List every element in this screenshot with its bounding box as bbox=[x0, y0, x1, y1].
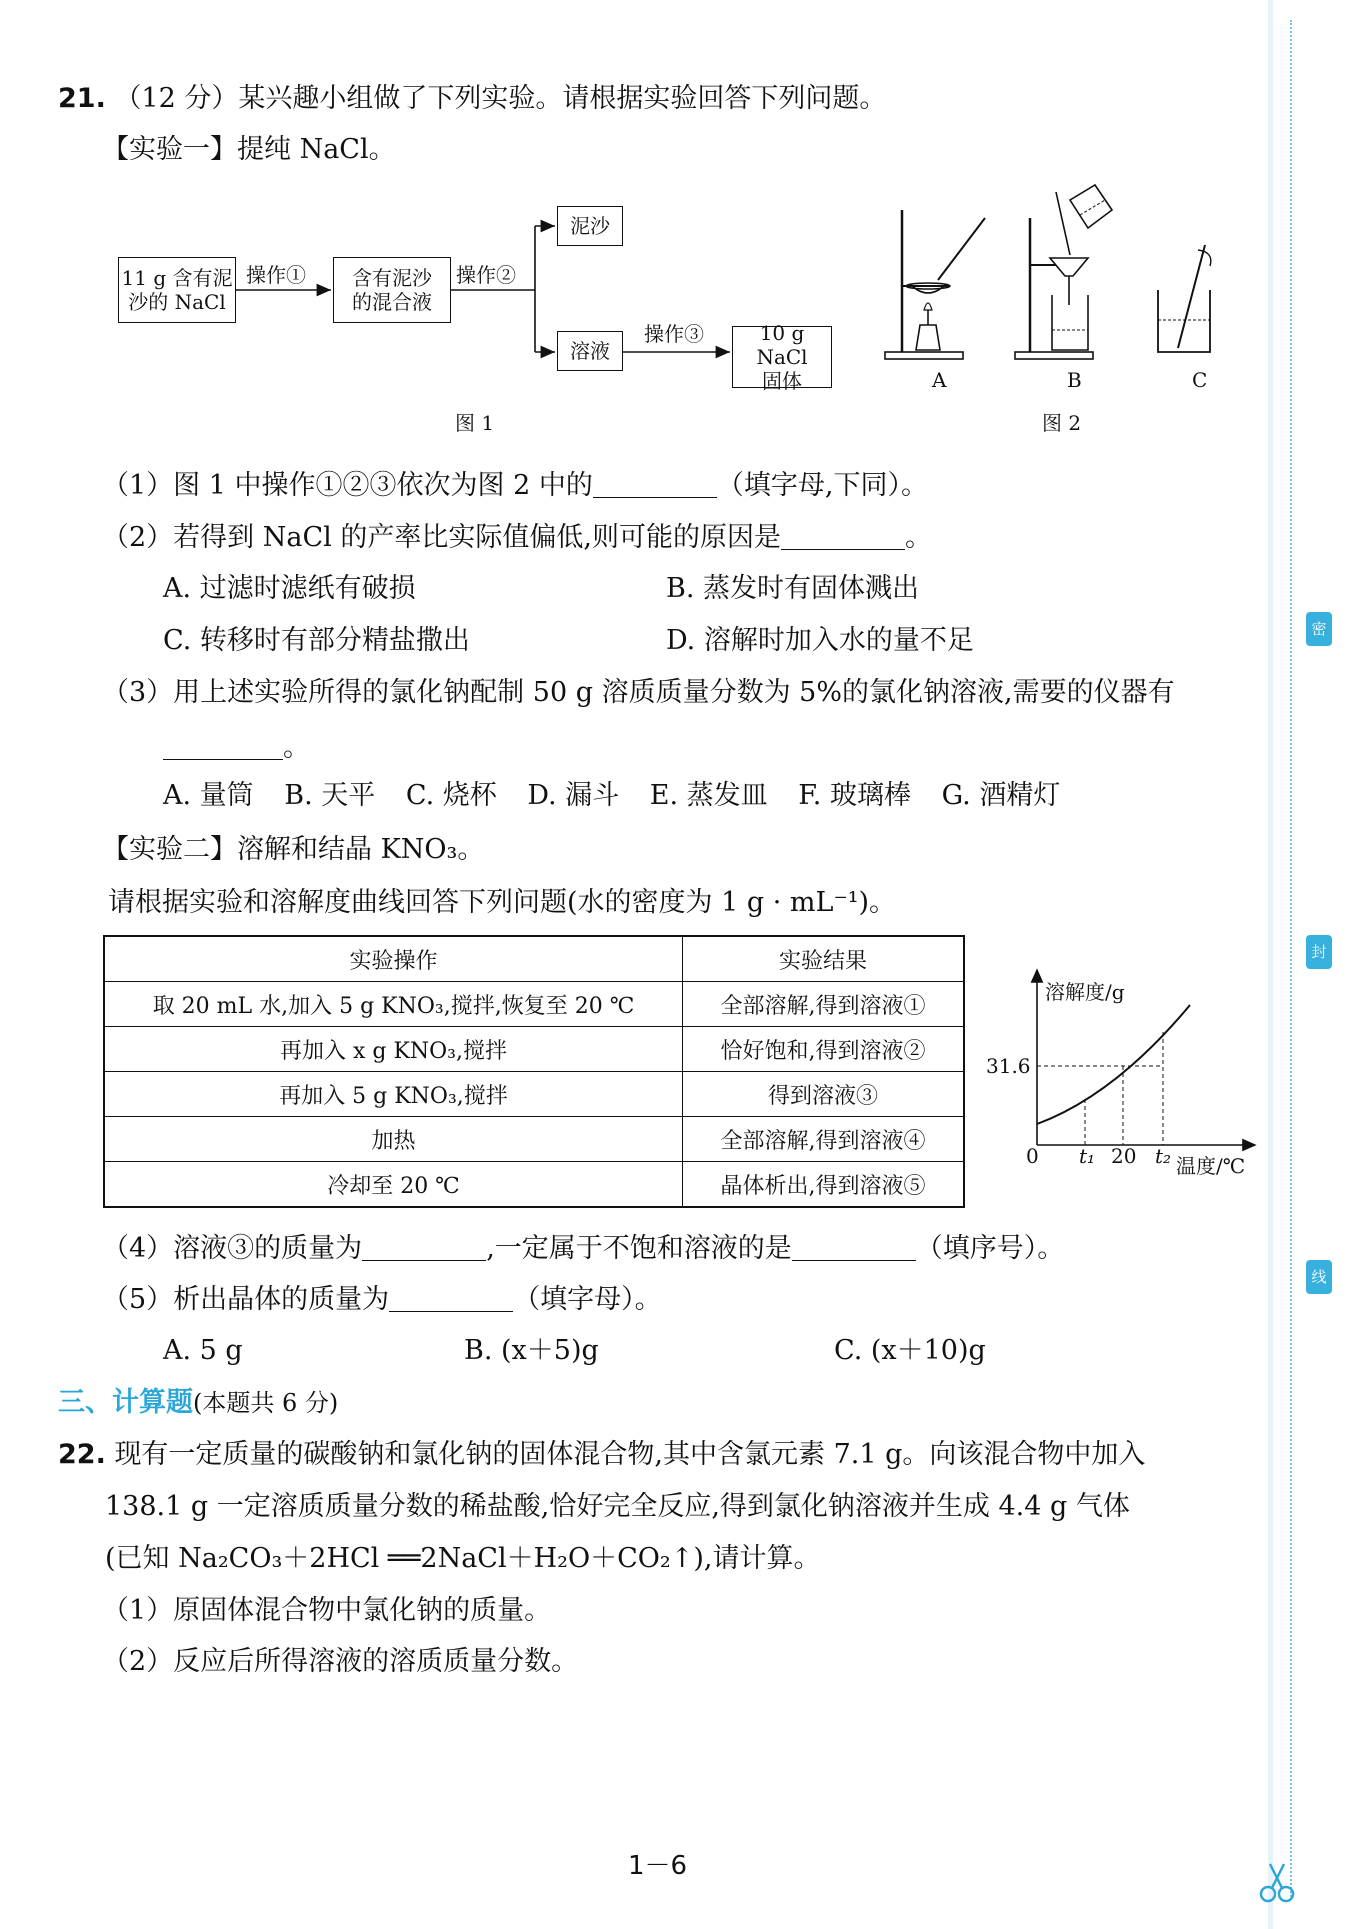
side-tab-mi: 密 bbox=[1306, 612, 1332, 646]
fig2-label-a: A bbox=[932, 368, 947, 392]
q22-line3: (已知 Na₂CO₃＋2HCl ══2NaCl＋H₂O＋CO₂↑),请计算。 bbox=[105, 1543, 821, 1574]
flow-box-mix-line1: 含有泥沙 bbox=[352, 266, 432, 290]
fig1-caption: 图 1 bbox=[455, 411, 495, 435]
scissors-icon bbox=[1258, 1860, 1298, 1904]
chart-x-tick: t₁ bbox=[1079, 1144, 1096, 1168]
q21-p3-option: B. 天平 bbox=[284, 780, 376, 811]
exp2-title: 【实验二】溶解和结晶 KNO₃。 bbox=[102, 834, 485, 865]
apparatus-a-evaporation bbox=[885, 210, 985, 359]
table-cell: 再加入 x g KNO₃,搅拌 bbox=[104, 1027, 683, 1072]
q21-p2-option-a: A. 过滤时滤纸有破损 bbox=[163, 573, 416, 604]
table-cell: 晶体析出,得到溶液⑤ bbox=[683, 1162, 965, 1208]
q21-p4-mid: ,一定属于不饱和溶液的是 bbox=[486, 1233, 792, 1264]
flow-box-sand: 泥沙 bbox=[557, 206, 623, 246]
table-cell: 冷却至 20 ℃ bbox=[104, 1162, 683, 1208]
table-header-cell: 实验操作 bbox=[104, 936, 683, 982]
table-row bbox=[104, 1117, 964, 1162]
table-header-row bbox=[104, 936, 964, 982]
apparatus-b-filtration bbox=[1015, 185, 1112, 359]
q21-p4-end: （填序号）。 bbox=[915, 1233, 1065, 1264]
side-tab-xian: 线 bbox=[1306, 1260, 1332, 1294]
q21-p4-blank-1[interactable] bbox=[362, 1234, 486, 1261]
chart-y-marked: 31.6 bbox=[986, 1054, 1031, 1078]
q21-p2-blank[interactable] bbox=[781, 523, 905, 550]
page-number: 1－6 bbox=[628, 1851, 688, 1881]
flow-box-solution: 溶液 bbox=[557, 331, 623, 371]
section-3-note: (本题共 6 分) bbox=[193, 1389, 339, 1417]
q21-p5-option-a: A. 5 g bbox=[163, 1335, 243, 1366]
q21-p1-blank[interactable] bbox=[593, 471, 717, 498]
q21-p4 bbox=[102, 1232, 1064, 1266]
flow-box-start-line2: 沙的 NaCl bbox=[128, 290, 226, 314]
side-tab-feng: 封 bbox=[1306, 935, 1332, 969]
q21-p4-text: （4）溶液③的质量为 bbox=[102, 1233, 363, 1264]
table-cell: 全部溶解,得到溶液④ bbox=[683, 1117, 965, 1162]
table-row bbox=[104, 1072, 964, 1117]
fig2-apparatus bbox=[880, 180, 1250, 380]
flow-op3-label: 操作③ bbox=[644, 322, 704, 346]
q21-p3-option: A. 量筒 bbox=[163, 780, 254, 811]
q21-p5-end: （填字母）。 bbox=[513, 1284, 662, 1315]
table-header-cell: 实验结果 bbox=[683, 936, 965, 982]
q21-p2-text: （2）若得到 NaCl 的产率比实际值偏低,则可能的原因是 bbox=[102, 522, 781, 553]
q21-p3-blank[interactable] bbox=[163, 733, 283, 760]
q21-stem-text: （12 分）某兴趣小组做了下列实验。请根据实验回答下列问题。 bbox=[114, 83, 887, 114]
q21-p3-option: D. 漏斗 bbox=[527, 780, 620, 811]
q21-p5-option-b: B. (x＋5)g bbox=[464, 1335, 599, 1366]
q21-p3-option: C. 烧杯 bbox=[405, 780, 497, 811]
flow-box-start-line1: 11 g 含有泥 bbox=[121, 266, 233, 290]
table-cell: 再加入 5 g KNO₃,搅拌 bbox=[104, 1072, 683, 1117]
flow-box-solid-line2: 固体 bbox=[762, 369, 802, 393]
q21-p1-end: （填字母,下同）。 bbox=[716, 470, 928, 501]
q21-p3-answer bbox=[163, 731, 310, 765]
q21-p2-end: 。 bbox=[904, 522, 932, 553]
q21-p3-end: 。 bbox=[283, 732, 310, 763]
q21-p3: （3）用上述实验所得的氯化钠配制 50 g 溶质质量分数为 5%的氯化钠溶液,需要的仪器有 bbox=[102, 677, 1175, 708]
flow-box-solid-line1: 10 g NaCl bbox=[756, 321, 808, 369]
table-cell: 全部溶解,得到溶液① bbox=[683, 982, 965, 1027]
section-3-heading bbox=[58, 1386, 338, 1420]
table-cell: 取 20 mL 水,加入 5 g KNO₃,搅拌,恢复至 20 ℃ bbox=[104, 982, 683, 1027]
q21-p3-option: G. 酒精灯 bbox=[941, 780, 1061, 811]
q21-p2-option-c: C. 转移时有部分精盐撒出 bbox=[163, 625, 470, 656]
chart-x-tick: t₂ bbox=[1155, 1144, 1172, 1168]
q21-p1-text: （1）图 1 中操作①②③依次为图 2 中的 bbox=[102, 470, 593, 501]
chart-x-tick: 20 bbox=[1111, 1144, 1137, 1168]
chart-xlabel: 温度/℃ bbox=[1176, 1154, 1246, 1178]
flow-op1-label: 操作① bbox=[246, 263, 306, 287]
table-row bbox=[104, 1027, 964, 1072]
table-cell: 加热 bbox=[104, 1117, 683, 1162]
q21-p2-option-b: B. 蒸发时有固体溅出 bbox=[666, 573, 920, 604]
q21-p3-options bbox=[163, 779, 1060, 813]
flow-box-mix-line2: 的混合液 bbox=[352, 290, 432, 314]
q22-sub1: （1）原固体混合物中氯化钠的质量。 bbox=[102, 1595, 552, 1626]
exp2-intro: 请根据实验和溶解度曲线回答下列问题(水的密度为 1 g · mL⁻¹)。 bbox=[108, 887, 897, 918]
experiment-table bbox=[103, 935, 965, 1208]
q22-sub2: （2）反应后所得溶液的溶质质量分数。 bbox=[102, 1646, 579, 1677]
q21-number: 21. bbox=[58, 83, 106, 114]
flow-op2-label: 操作② bbox=[456, 263, 516, 287]
q22-line1 bbox=[58, 1438, 1145, 1472]
solubility-curve bbox=[1037, 1005, 1190, 1124]
q21-p2 bbox=[102, 521, 932, 555]
q21-p1 bbox=[102, 469, 928, 503]
table-row bbox=[104, 1162, 964, 1208]
fig2-label-c: C bbox=[1192, 368, 1208, 392]
fig2-label-b: B bbox=[1067, 368, 1082, 392]
q21-p5-text: （5）析出晶体的质量为 bbox=[102, 1284, 390, 1315]
q21-p5-option-c: C. (x＋10)g bbox=[834, 1335, 986, 1366]
chart-origin: 0 bbox=[1026, 1144, 1039, 1168]
chart-ylabel: 溶解度/g bbox=[1045, 980, 1125, 1004]
section-3-title: 三、计算题 bbox=[58, 1387, 193, 1418]
table-cell: 得到溶液③ bbox=[683, 1072, 965, 1117]
q22-line2: 138.1 g 一定溶质质量分数的稀盐酸,恰好完全反应,得到氯化钠溶液并生成 4.4 g 气体 bbox=[105, 1491, 1130, 1522]
apparatus-c-dissolving bbox=[1158, 245, 1211, 352]
q22-line1-text: 现有一定质量的碳酸钠和氯化钠的固体混合物,其中含氯元素 7.1 g。向该混合物中加入 bbox=[114, 1439, 1146, 1470]
q21-p2-option-d: D. 溶解时加入水的量不足 bbox=[666, 625, 974, 656]
q21-p5-blank[interactable] bbox=[389, 1285, 513, 1312]
table-row bbox=[104, 982, 964, 1027]
q22-number: 22. bbox=[58, 1439, 106, 1470]
fig2-caption: 图 2 bbox=[1042, 411, 1082, 435]
q21-p3-option: E. 蒸发皿 bbox=[649, 780, 768, 811]
exp1-title: 【实验一】提纯 NaCl。 bbox=[102, 134, 396, 165]
table-cell: 恰好饱和,得到溶液② bbox=[683, 1027, 965, 1072]
q21-p5 bbox=[102, 1283, 662, 1317]
q21-p4-blank-2[interactable] bbox=[792, 1234, 916, 1261]
q21-p3-option: F. 玻璃棒 bbox=[798, 780, 911, 811]
